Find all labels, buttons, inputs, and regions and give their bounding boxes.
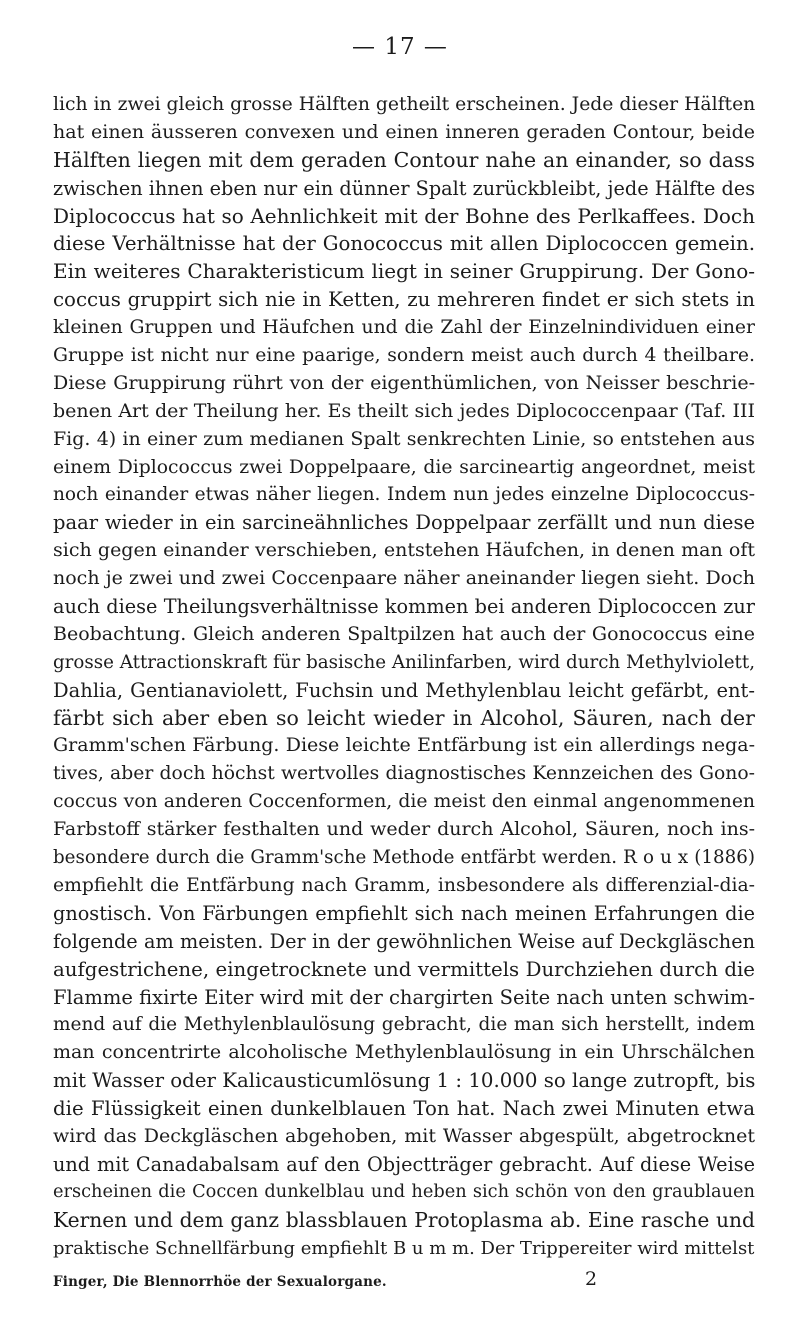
text-line: kleinen Gruppen und Häufchen und die Zahl der Einzelnindividuen einer xyxy=(53,317,755,339)
text-line: zwischen ihnen eben nur ein dünner Spalt zurückbleibt, jede Hälfte des xyxy=(53,176,756,200)
text-line: lich in zwei gleich grosse Hälften getheilt erscheinen. Jede dieser Hälften xyxy=(53,94,756,115)
text-line: auch diese Theilungsverhältnisse kommen bei anderen Diplococcen zur xyxy=(53,595,755,619)
text-line: Diplococcus hat so Aehnlichkeit mit der Bohne des Perlkaffees. Doch xyxy=(53,203,755,228)
text-line: Fig. 4) in einer zum medianen Spalt senkrechten Linie, so entstehen aus xyxy=(53,427,755,450)
text-line: Diese Gruppirung rührt von der eigenthümlichen, von Neisser beschrie- xyxy=(53,371,755,394)
text-line: Kernen und dem ganz blassblauen Protoplasma ab. Eine rasche und xyxy=(53,1207,755,1232)
text-line: grosse Attractionskraft für basische Anilinfarben, wird durch Methylviolett, xyxy=(53,651,755,673)
text-line: Ein weiteres Charakteristicum liegt in seiner Gruppirung. Der Gono- xyxy=(53,259,755,284)
text-line: praktische Schnellfärbung empfiehlt B u m m. Der Trippereiter wird mittelst xyxy=(53,1237,755,1259)
running-title: Finger, Die Blennorrhöe der Sexualorgane. xyxy=(53,1274,387,1290)
body-text xyxy=(53,91,755,1262)
text-line: tives, aber doch höchst wertvolles diagnostisches Kennzeichen des Gono- xyxy=(53,763,755,785)
text-line: sich gegen einander verschieben, entstehen Häufchen, in denen man oft xyxy=(53,539,755,562)
text-line: paar wieder in ein sarcineähnliches Doppelpaar zerfällt und nun diese xyxy=(53,511,755,535)
text-line: empfiehlt die Entfärbung nach Gramm, insbesondere als differenzial-dia- xyxy=(53,874,755,896)
text-line: mit Wasser oder Kalicausticumlösung 1 : 10.000 so lange zutropft, bis xyxy=(53,1069,756,1093)
text-line: Farbstoff stärker festhalten und weder durch Alcohol, Säuren, noch ins- xyxy=(53,818,755,841)
text-line: man concentrirte alcoholische Methylenblaulösung in ein Uhrschälchen xyxy=(53,1041,755,1064)
text-line: Beobachtung. Gleich anderen Spaltpilzen hat auch der Gonococcus eine xyxy=(53,622,755,645)
text-line: und mit Canadabalsam auf den Objectträger gebracht. Auf diese Weise xyxy=(53,1152,755,1176)
text-line: noch je zwei und zwei Coccenpaare näher aneinander liegen sieht. Doch xyxy=(53,567,755,590)
text-line: hat einen äusseren convexen und einen inneren geraden Contour, beide xyxy=(53,120,755,143)
page-footer xyxy=(53,1268,653,1288)
text-line: aufgestrichene, eingetrocknete und vermittels Durchziehen durch die xyxy=(53,957,755,981)
text-line: Gruppe ist nicht nur eine paarige, sondern meist auch durch 4 theilbare. xyxy=(53,345,755,367)
text-line: einem Diplococcus zwei Doppelpaare, die sarcineartig angeordnet, meist xyxy=(53,456,755,478)
page-number: — 17 — xyxy=(352,34,448,60)
text-line: benen Art der Theilung her. Es theilt sich jedes Diplococcenpaar (Taf. III xyxy=(53,399,755,422)
text-line: coccus gruppirt sich nie in Ketten, zu mehreren findet er sich stets in xyxy=(53,288,755,312)
text-line: folgende am meisten. Der in der gewöhnlichen Weise auf Deckgläschen xyxy=(53,929,755,953)
text-line: Dahlia, Gentianaviolett, Fuchsin und Methylenblau leicht gefärbt, ent- xyxy=(53,678,755,702)
text-line: erscheinen die Coccen dunkelblau und heben sich schön von den graublauen xyxy=(53,1181,755,1202)
text-line: gnostisch. Von Färbungen empfiehlt sich nach meinen Erfahrungen die xyxy=(53,901,755,925)
text-line: mend auf die Methylenblaulösung gebracht, die man sich herstellt, indem xyxy=(53,1014,755,1036)
signature-mark: 2 xyxy=(585,1268,598,1290)
text-line: Hälften liegen mit dem geraden Contour nahe an einander, so dass xyxy=(53,147,755,172)
text-line: diese Verhältnisse hat der Gonococcus mit allen Diplococcen gemein. xyxy=(53,232,755,256)
text-line: färbt sich aber eben so leicht wieder in Alcohol, Säuren, nach der xyxy=(53,705,755,730)
text-line: besondere durch die Gramm'sche Methode entfärbt werden. R o u x (1886) xyxy=(53,847,755,869)
text-line: Flamme fixirte Eiter wird mit der chargirten Seite nach unten schwim- xyxy=(53,985,755,1009)
text-line: coccus von anderen Coccenformen, die meist den einmal angenommenen xyxy=(53,791,755,813)
text-line: Gramm'schen Färbung. Diese leichte Entfärbung ist ein allerdings nega- xyxy=(53,734,755,757)
text-line: noch einander etwas näher liegen. Indem nun jedes einzelne Diplococcus- xyxy=(53,484,755,506)
text-line: die Flüssigkeit einen dunkelblauen Ton hat. Nach zwei Minuten etwa xyxy=(53,1097,755,1121)
text-line: wird das Deckgläschen abgehoben, mit Wasser abgespült, abgetrocknet xyxy=(53,1124,755,1147)
